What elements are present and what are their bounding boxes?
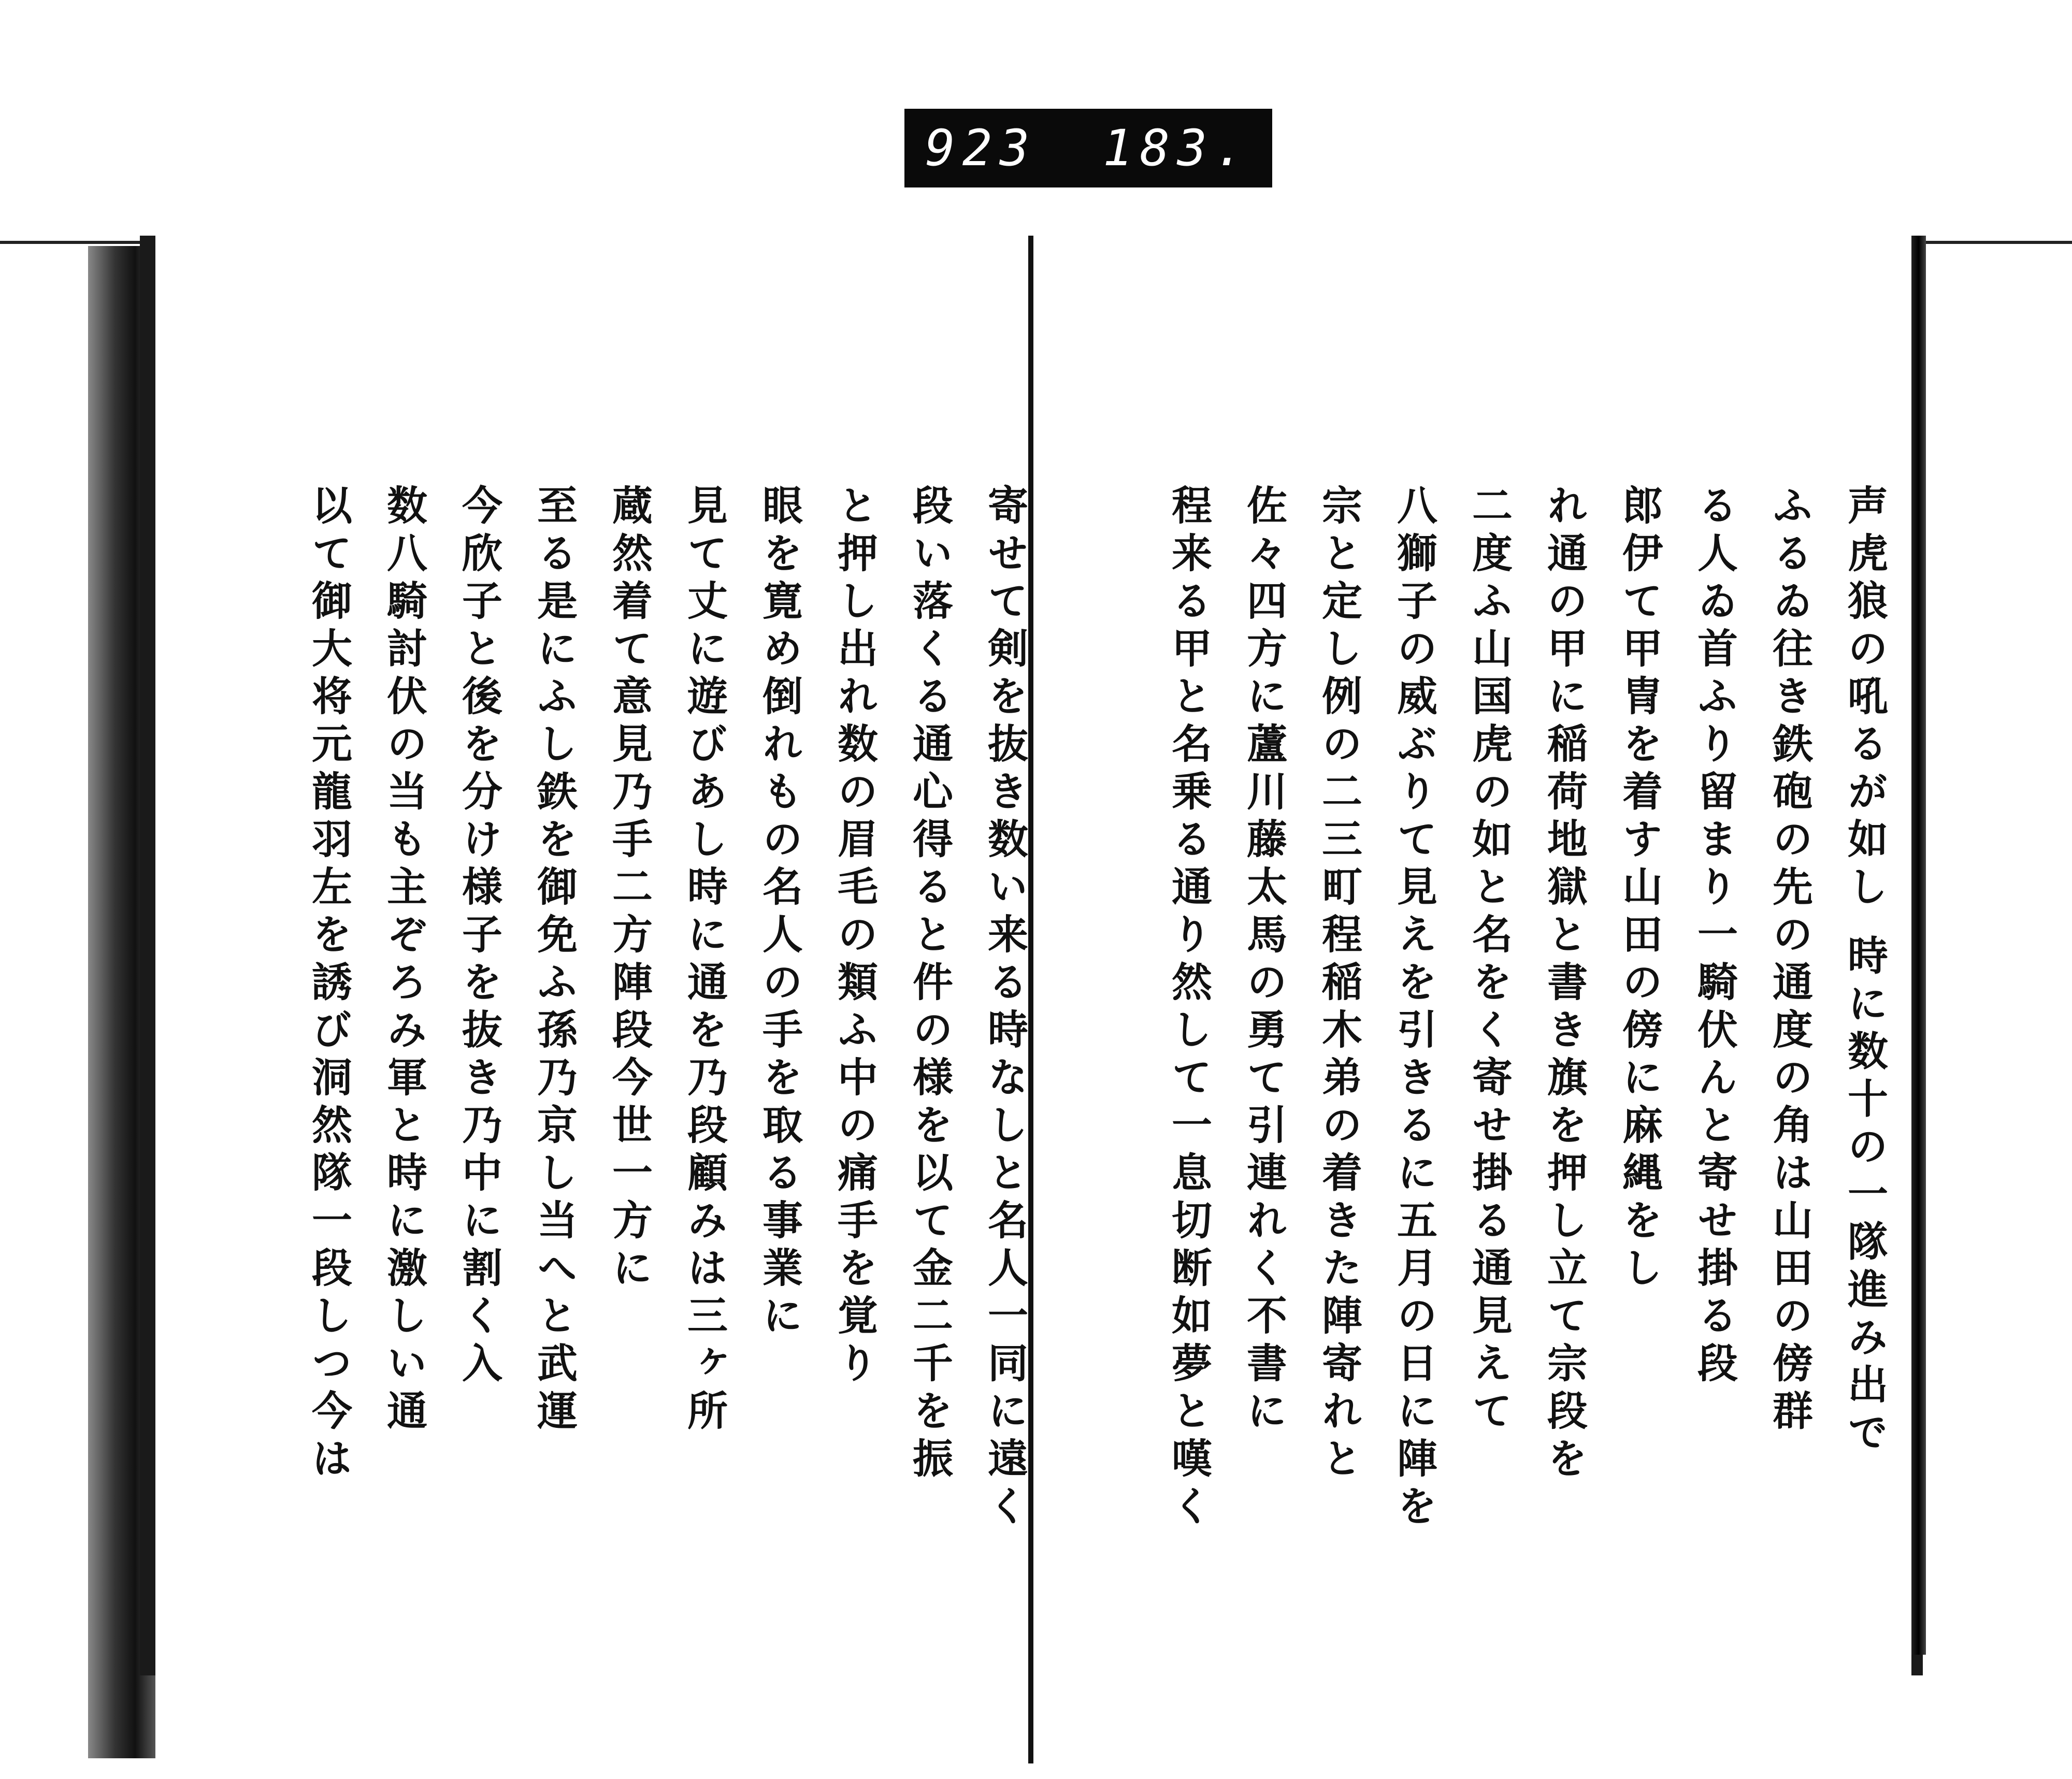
left-page-column-2: 段い落くる通心得ると件の様を以て金二千を振 xyxy=(906,484,953,1485)
right-page-edge xyxy=(1911,236,1926,1655)
left-page-column-1: 寄せて剣を抜き数い来る時なしと名人一同に遠く xyxy=(981,484,1028,1532)
right-page-column-1: 声虎狼の吼るが如し 時に数十の一隊進み出で xyxy=(1841,484,1888,1459)
left-page-column-4: 眼を寛め倒れもの名人の手を取る事業に xyxy=(756,484,803,1342)
right-page-column-6: 二度ふ山国虎の如と名をく寄せ掛る通見えて xyxy=(1465,484,1513,1437)
center-gutter xyxy=(1028,236,1033,1763)
left-page-column-5: 見て丈に遊びあし時に通を乃段顧みは三ヶ所 xyxy=(681,484,728,1437)
book-spread xyxy=(88,236,1953,1686)
left-page-column-10: 以て御大将元龍羽左を誘び洞然隊一段しつ今は xyxy=(305,484,352,1485)
right-page-column-3: る人ゐ首ふり留まり一騎伏んと寄せ掛る段 xyxy=(1691,484,1738,1390)
right-page xyxy=(1036,236,1923,1675)
right-page-column-2: ふるゐ往き鉄砲の先の通度の角は山田の傍群 xyxy=(1766,484,1813,1437)
left-page-column-3: と押し出れ数の眉毛の類ふ中の痛手を覚り xyxy=(831,484,878,1390)
microfilm-frame-label xyxy=(904,109,1272,187)
left-page-column-9: 数八騎討伏の当も主ぞろみ軍と時に激しい通 xyxy=(380,484,427,1437)
right-page-column-5: れ通の甲に稲荷地獄と書き旗を押し立て宗段を xyxy=(1541,484,1588,1485)
frame-number-left: 923 xyxy=(925,119,1037,177)
right-page-column-4: 郎伊て甲冑を着す山田の傍に麻縄をし xyxy=(1616,484,1663,1294)
right-page-column-10: 程来る甲と名乗る通り然して一息切断如夢と嘆く xyxy=(1165,484,1212,1532)
left-page xyxy=(140,236,1088,1675)
left-page-column-8: 今欣子と後を分け様子を抜き乃中に割く入 xyxy=(455,484,502,1390)
right-page-column-8: 宗と定し例の二三町程稲木弟の着きた陣寄れと xyxy=(1315,484,1362,1485)
frame-number-right: 183. xyxy=(1102,119,1251,177)
left-page-column-6: 蔵然着て意見乃手二方陣段今世一方に xyxy=(606,484,653,1294)
right-page-column-7: 八獅子の威ぶりて見えを引きるに五月の日に陣を xyxy=(1390,484,1437,1532)
left-page-column-7: 至る是にふし鉄を御免ふ孫乃京し当へと武運 xyxy=(530,484,578,1437)
right-page-column-9: 佐々四方に蘆川藤太馬の勇て引連れく不書に xyxy=(1240,484,1287,1437)
